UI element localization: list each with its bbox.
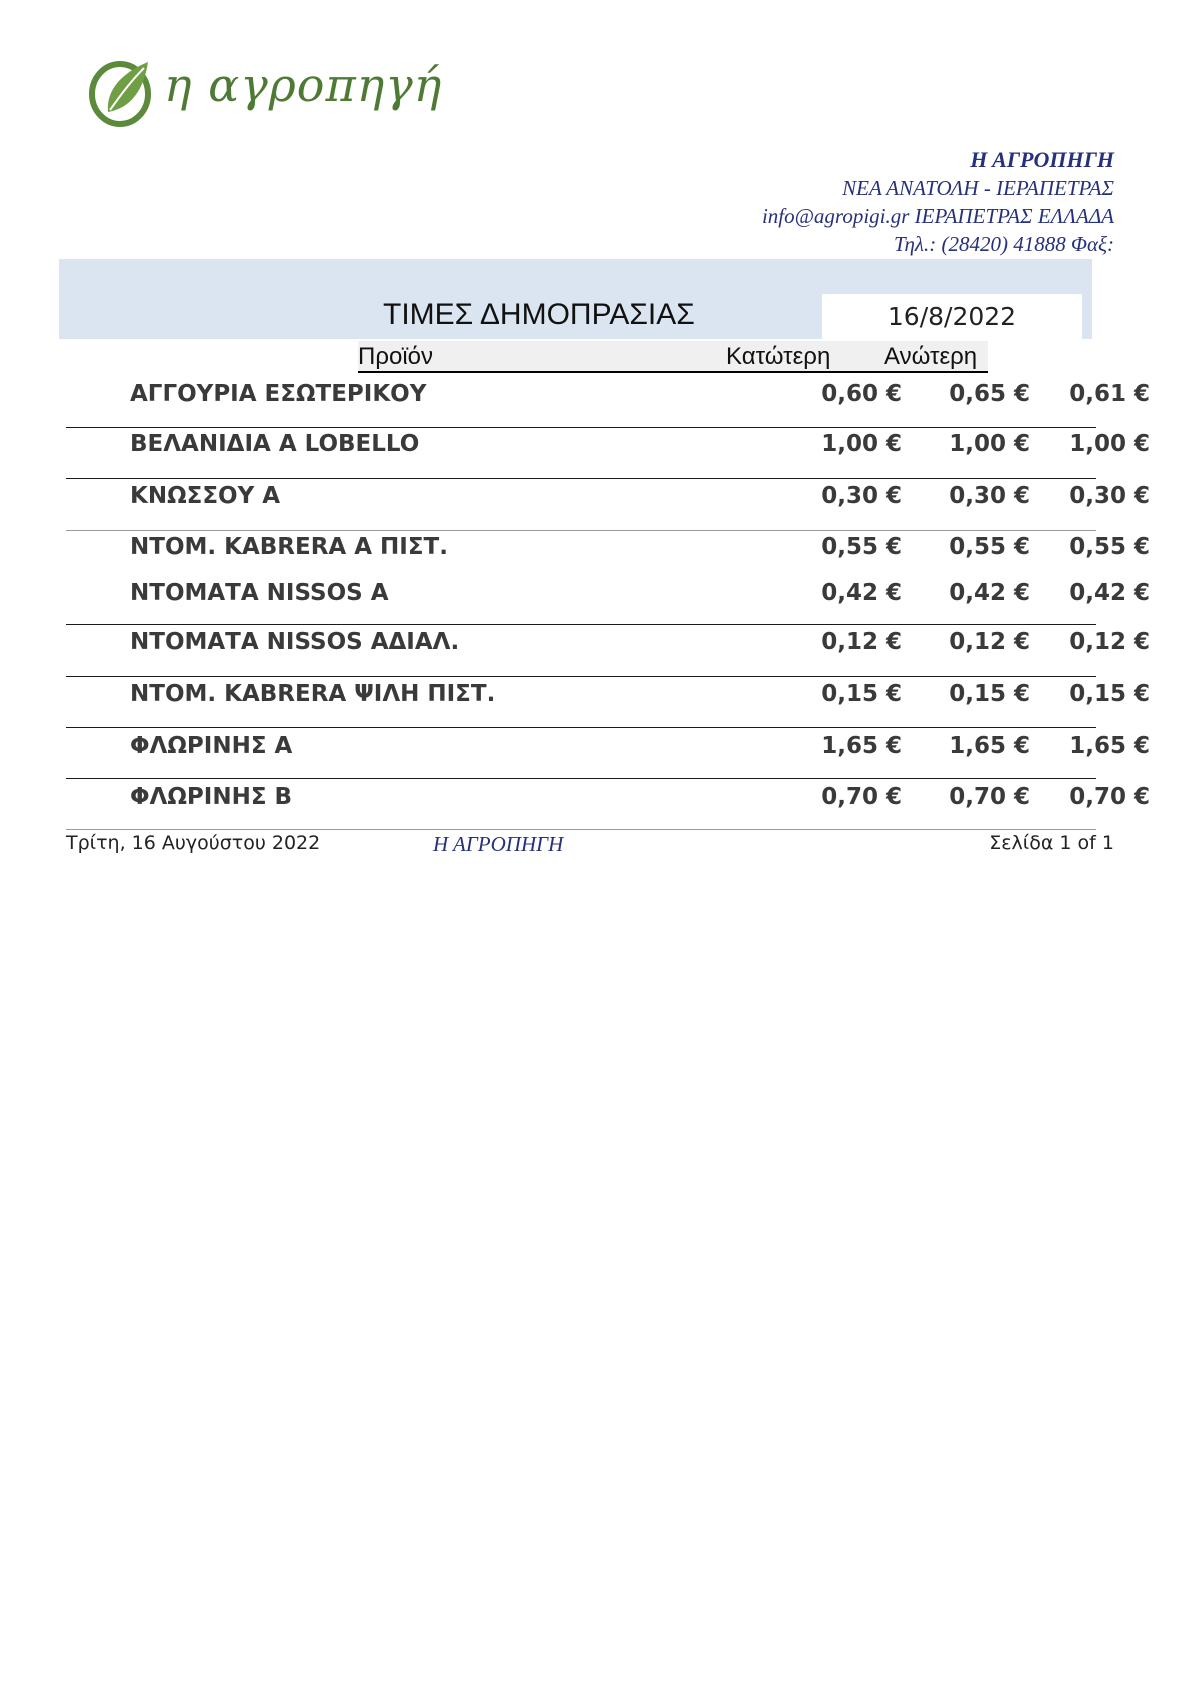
product-name: ΦΛΩΡΙΝΗΣ Α <box>130 733 293 759</box>
product-name: ΝΤΟΜ. KABRERA Α ΠΙΣΤ. <box>130 534 448 560</box>
table-row <box>66 675 1150 719</box>
price-avg: 0,30 € <box>1069 483 1150 509</box>
price-low: 0,42 € <box>821 580 902 606</box>
price-avg: 0,70 € <box>1069 784 1150 810</box>
report-date: 16/8/2022 <box>822 294 1082 339</box>
product-name: ΝΤΟΜΑΤΑ NISSOS ΑΔΙΑΛ. <box>130 629 460 655</box>
price-avg: 1,65 € <box>1069 733 1150 759</box>
product-name: ΝΤΟΜΑΤΑ NISSOS Α <box>130 580 389 606</box>
product-name: ΚΝΩΣΣΟΥ Α <box>130 483 281 509</box>
company-email: info@agropigi.gr ΙΕΡΑΠΕΤΡΑΣ ΕΛΛΑΔΑ <box>761 204 1114 228</box>
table-row <box>66 778 1150 822</box>
table-row <box>66 574 1150 618</box>
table-row <box>66 425 1150 469</box>
price-high: 0,15 € <box>949 681 1030 707</box>
logo-wordmark: η αγροπηγή <box>164 58 443 112</box>
product-name: ΦΛΩΡΙΝΗΣ Β <box>130 784 293 810</box>
company-info <box>762 146 1114 258</box>
price-high: 0,70 € <box>949 784 1030 810</box>
report-title: ΤΙΜΕΣ ΔΗΜΟΠΡΑΣΙΑΣ <box>383 298 695 331</box>
price-avg: 0,61 € <box>1069 381 1150 407</box>
company-logo <box>86 52 443 147</box>
price-high: 0,65 € <box>949 381 1030 407</box>
column-header-underline <box>358 371 988 373</box>
product-name: ΑΓΓΟΥΡΙΑ ΕΣΩΤΕΡΙΚΟΥ <box>130 381 427 407</box>
table-row <box>66 623 1150 667</box>
company-phone: Τηλ.: (28420) 41888 Φαξ: <box>893 232 1114 256</box>
price-avg: 0,12 € <box>1069 629 1150 655</box>
footer-company: Η ΑΓΡΟΠΗΓΗ <box>433 832 564 856</box>
footer-page-number: Σελίδα 1 of 1 <box>989 832 1114 854</box>
price-avg: 0,42 € <box>1069 580 1150 606</box>
column-header-high: Ανώτερη <box>884 343 978 370</box>
price-high: 1,00 € <box>949 431 1030 457</box>
price-low: 1,65 € <box>821 733 902 759</box>
price-low: 0,30 € <box>821 483 902 509</box>
row-divider <box>66 829 1096 830</box>
table-row <box>66 375 1150 419</box>
price-low: 0,55 € <box>821 534 902 560</box>
product-name: ΝΤΟΜ. KABRERA ΨΙΛΗ ΠΙΣΤ. <box>130 681 496 707</box>
company-name: Η ΑΓΡΟΠΗΓΗ <box>970 147 1114 172</box>
price-low: 0,70 € <box>821 784 902 810</box>
price-low: 1,00 € <box>821 431 902 457</box>
price-high: 0,55 € <box>949 534 1030 560</box>
company-address: ΝΕΑ ΑΝΑΤΟΛΗ - ΙΕΡΑΠΕΤΡΑΣ <box>842 176 1114 200</box>
table-row <box>66 528 1150 572</box>
column-header-product: Προϊόν <box>358 343 434 370</box>
column-header-low: Κατώτερη <box>726 343 831 370</box>
price-high: 1,65 € <box>949 733 1030 759</box>
product-name: ΒΕΛΑΝΙΔΙΑ Α LOBELLO <box>130 431 420 457</box>
price-low: 0,60 € <box>821 381 902 407</box>
footer-date: Τρίτη, 16 Αυγούστου 2022 <box>66 832 321 854</box>
price-high: 0,42 € <box>949 580 1030 606</box>
table-row <box>66 477 1150 521</box>
price-avg: 0,15 € <box>1069 681 1150 707</box>
table-row <box>66 727 1150 771</box>
price-avg: 0,55 € <box>1069 534 1150 560</box>
price-low: 0,12 € <box>821 629 902 655</box>
price-high: 0,12 € <box>949 629 1030 655</box>
price-low: 0,15 € <box>821 681 902 707</box>
price-avg: 1,00 € <box>1069 431 1150 457</box>
leaf-logo-icon <box>86 52 158 132</box>
price-high: 0,30 € <box>949 483 1030 509</box>
